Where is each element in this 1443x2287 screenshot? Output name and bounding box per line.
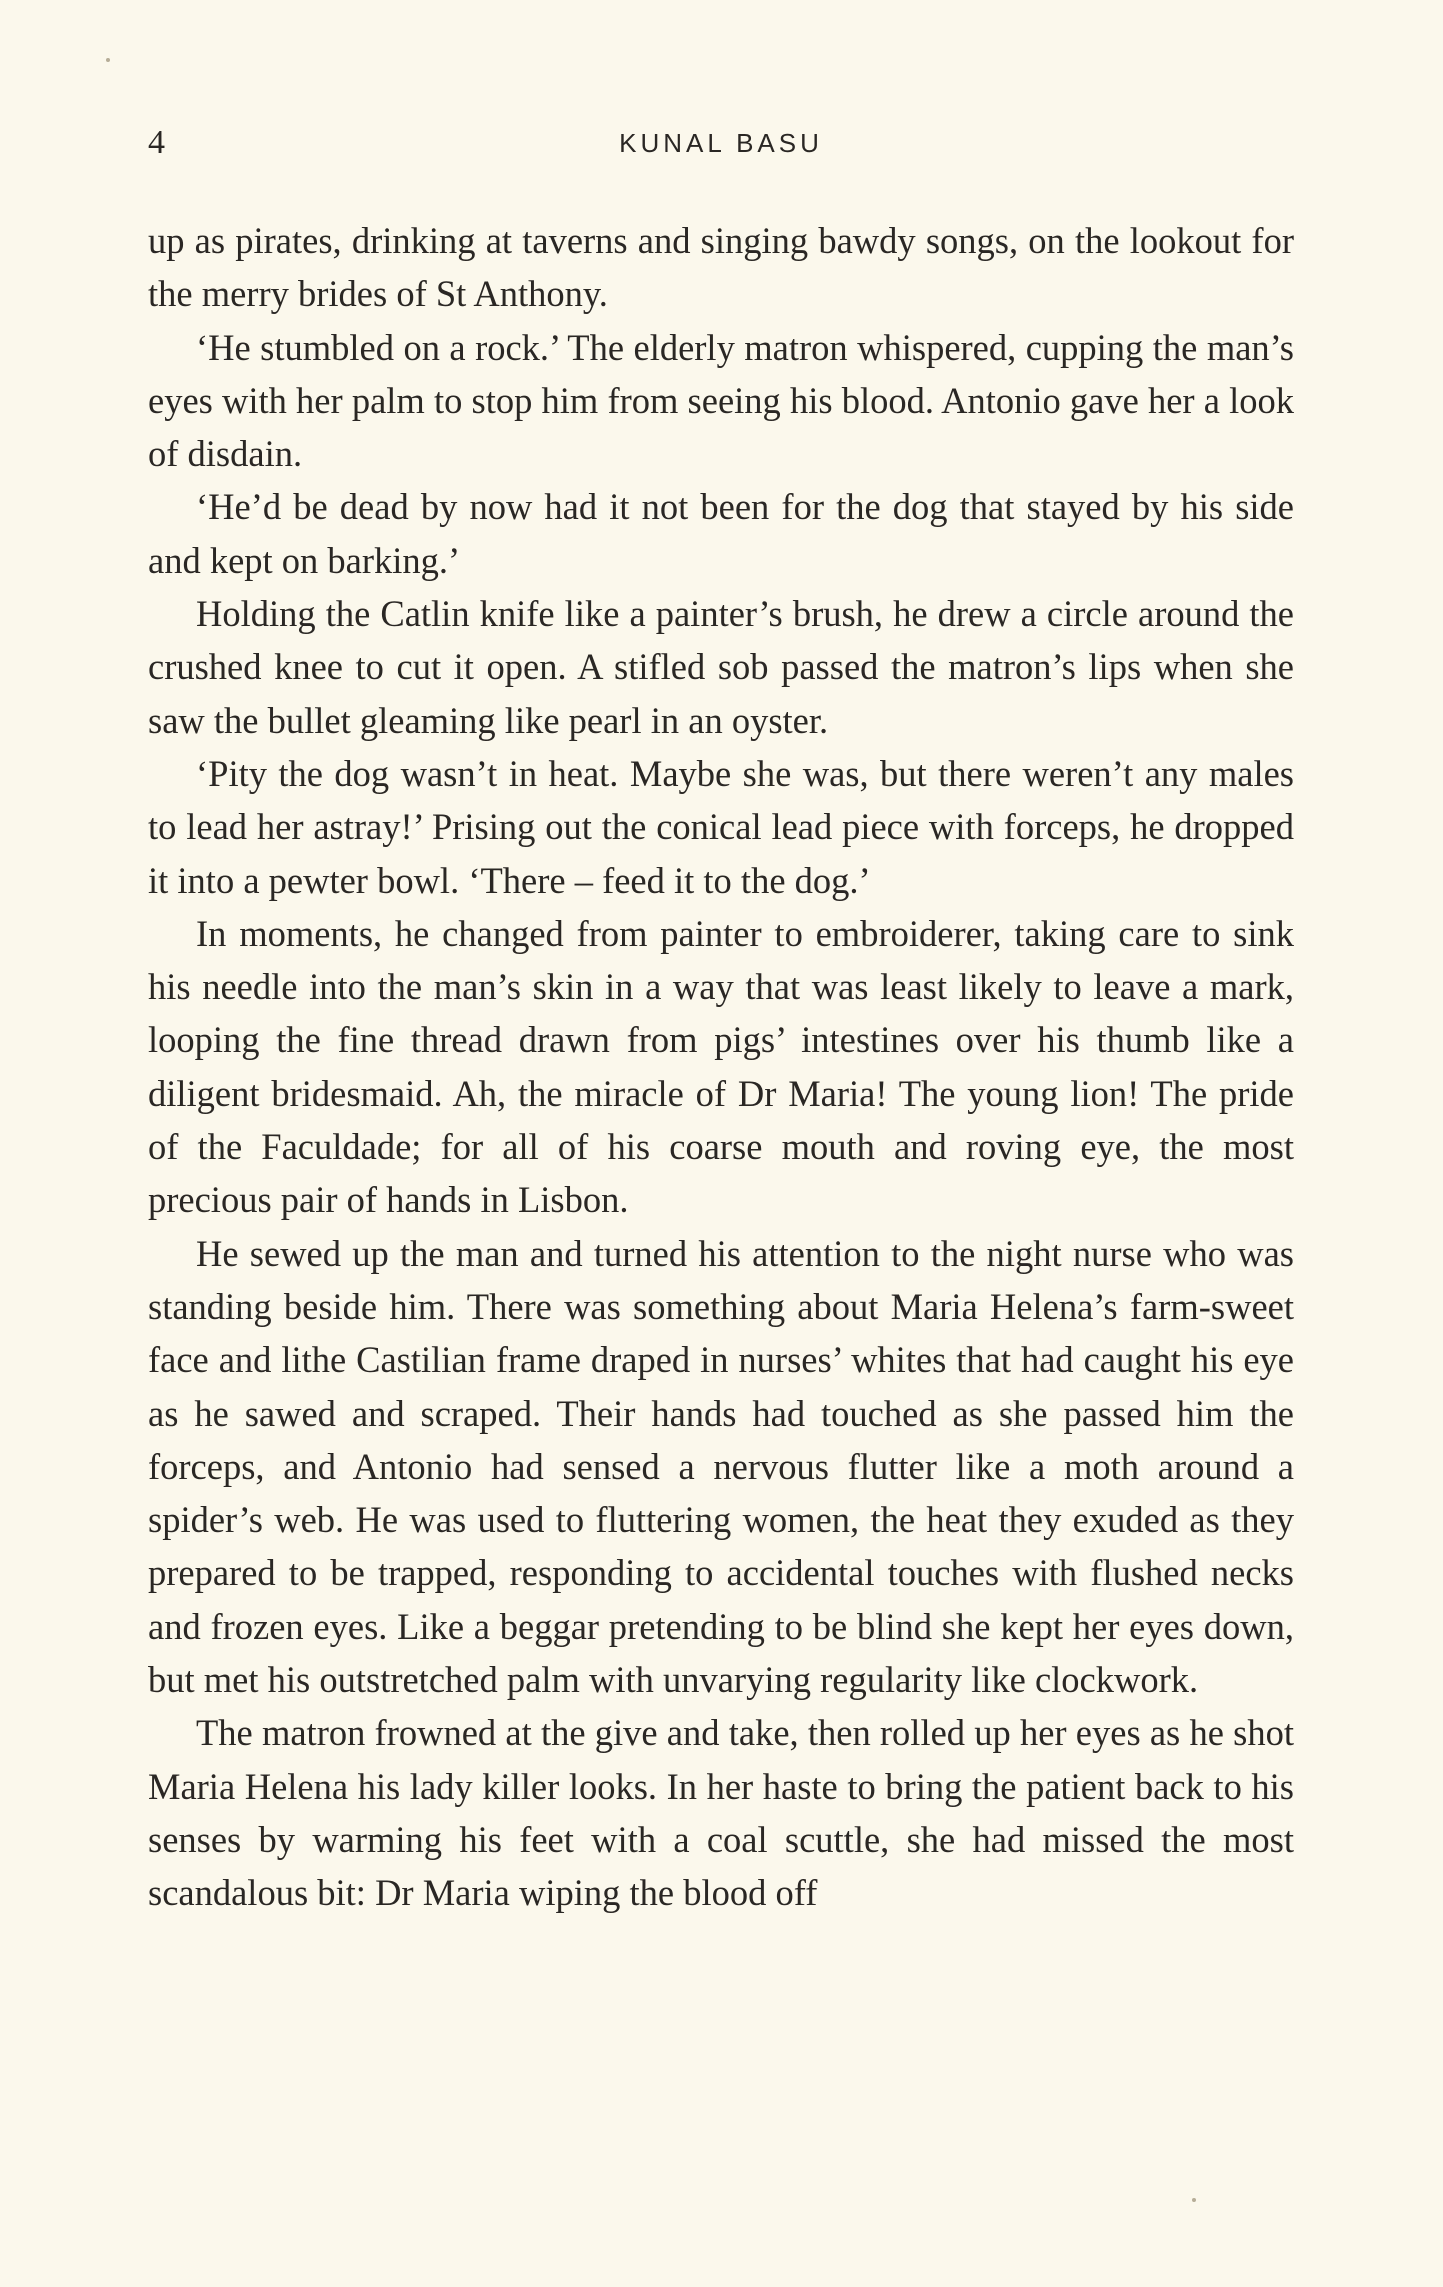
paragraph: In moments, he changed from painter to embroiderer, taking care to sink his needle into the man’s skin in a way that was least likely to leave a mark, looping the fine thread drawn from pigs’ intestines over his thumb like a diligent bridesmaid. Ah, the miracle of Dr Maria! The young lion! The pride of the Faculdade; for all of his coarse mouth and roving eye, the most precious pair of hands in Lisbon. xyxy=(148,912,1294,1221)
page-number: 4 xyxy=(148,124,165,161)
running-head xyxy=(148,118,1294,168)
paragraph: The matron frowned at the give and take, then rolled up her eyes as he shot Maria Helena his lady killer looks. In her haste to bring the patient back to his senses by warming his feet with a coal scuttle, she had missed the most scandalous bit: Dr Maria wiping the blood off xyxy=(148,1712,1294,1914)
paper-speck xyxy=(106,58,110,62)
running-head-author: KUNAL BASU xyxy=(619,128,823,158)
paragraph: He sewed up the man and turned his attention to the night nurse who was standing beside him. There was something about Maria Helena’s farm-sweet face and lithe Castilian frame draped in nurses’ whites that had caught his eye as he sawed and scraped. Their hands had touched as she passed him the forceps, and Antonio had sensed a nervous flutter like a moth around a spider’s web. He was used to fluttering women, the heat they exuded as they prepared to be trapped, responding to accidental touches with flushed necks and frozen eyes. Like a beggar pretending to be blind she kept her eyes down, but met his outstretched palm with unvarying regularity like clockwork. xyxy=(148,1232,1294,1701)
body-text xyxy=(148,214,1294,1920)
paragraph: ‘Pity the dog wasn’t in heat. Maybe she was, but there weren’t any males to lead her astray!’ Prising out the conical lead piece with forceps, he dropped it into a pewter bowl. ‘There – feed it to the dog.’ xyxy=(148,752,1294,901)
paragraph: ‘He stumbled on a rock.’ The elderly matron whispered, cupping the man’s eyes with her palm to stop him from seeing his blood. Antonio gave her a look of disdain. xyxy=(148,326,1294,475)
paper-speck xyxy=(1192,2198,1196,2202)
paragraph: up as pirates, drinking at taverns and singing bawdy songs, on the lookout for the merry brides of St Anthony. xyxy=(148,220,1294,315)
paragraph: ‘He’d be dead by now had it not been for the dog that stayed by his side and kept on barking.’ xyxy=(148,486,1294,581)
paragraph: Holding the Catlin knife like a painter’s brush, he drew a circle around the crushed knee to cut it open. A stifled sob passed the matron’s lips when she saw the bullet gleaming like pearl in an oyster. xyxy=(148,593,1294,741)
